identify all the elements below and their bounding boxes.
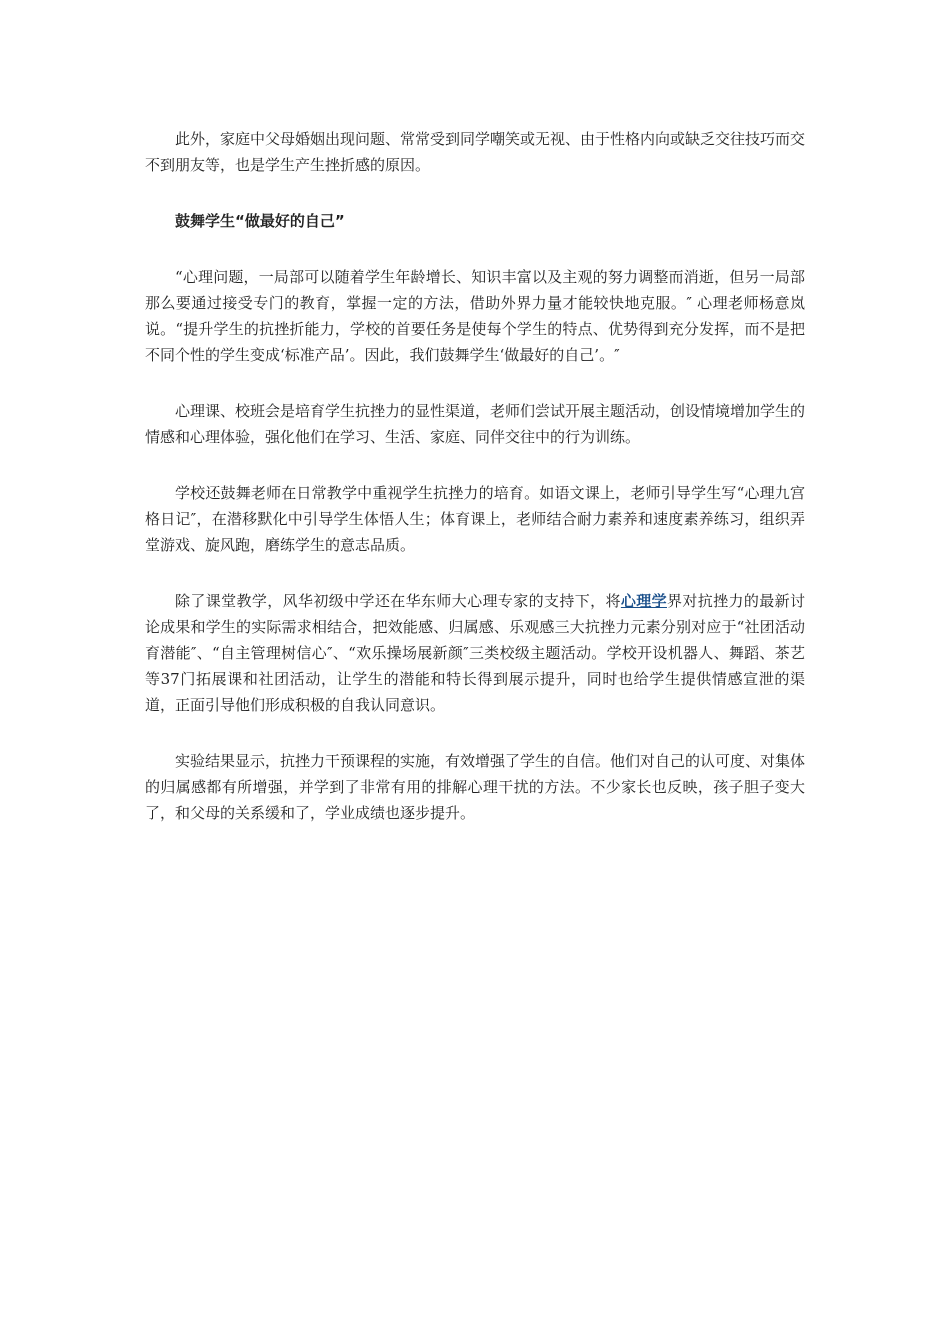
paragraph-results: 实验结果显示，抗挫力干预课程的实施，有效增强了学生的自信。他们对自己的认可度、对集体的归属感都有所增强，并学到了非常有用的排解心理干扰的方法。不少家长也反映，孩子胆子变大了，和父母的关系缓和了，学业成绩也逐步提升。 — [145, 752, 806, 822]
paragraph-family-causes: 此外，家庭中父母婚姻出现问题、常常受到同学嘲笑或无视、由于性格内向或缺乏交往技巧而交不到朋友等，也是学生产生挫折感的原因。 — [145, 130, 806, 174]
paragraph-teacher-quote: “心理问题，一局部可以随着学生年龄增长、知识丰富以及主观的努力调整而消逝，但另一局部那么要通过接受专门的教育，掌握一定的方法，借助外界力量才能较快地克服。″ 心理老师杨意岚说。“提升学生的抗挫折能力，学校的首要任务是使每个学生的特点、优势得到充分发挥，而不是把不同个性的学生变成‘标准产品’。因此，我们鼓舞学生‘做最好的自己’。″ — [145, 268, 805, 364]
paragraph-text-before-link: 除了课堂教学，风华初级中学还在华东师大心理专家的支持下，将 — [175, 592, 621, 610]
paragraph-psychology-class: 心理课、校班会是培育学生抗挫力的显性渠道，老师们尝试开展主题活动，创设情境增加学生的情感和心理体验，强化他们在学习、生活、家庭、同伴交往中的行为训练。 — [145, 402, 806, 446]
section-heading: 鼓舞学生“做最好的自己” — [175, 212, 345, 230]
document-body — [145, 126, 805, 856]
paragraph-beyond-classroom — [145, 588, 805, 718]
psychology-link[interactable]: 心理学 — [620, 592, 667, 610]
paragraph-text-after-link: 界对抗挫力的最新讨论成果和学生的实际需求相结合，把效能感、归属感、乐观感三大抗挫力元素分别对应于“社团活动育潜能″、“自主管理树信心″、“欢乐操场展新颜″三类校级主题活动。学校开设机器人、舞蹈、茶艺等37门拓展课和社团活动，让学生的潜能和特长得到展示提升，同时也给学生提供情感宣泄的渠道，正面引导他们形成积极的自我认同意识。 — [145, 592, 805, 714]
paragraph-daily-teaching: 学校还鼓舞老师在日常教学中重视学生抗挫力的培育。如语文课上，老师引导学生写“心理九宫格日记″，在潜移默化中引导学生体悟人生；体育课上，老师结合耐力素养和速度素养练习，组织弄堂游戏、旋风跑，磨练学生的意志品质。 — [145, 484, 805, 554]
